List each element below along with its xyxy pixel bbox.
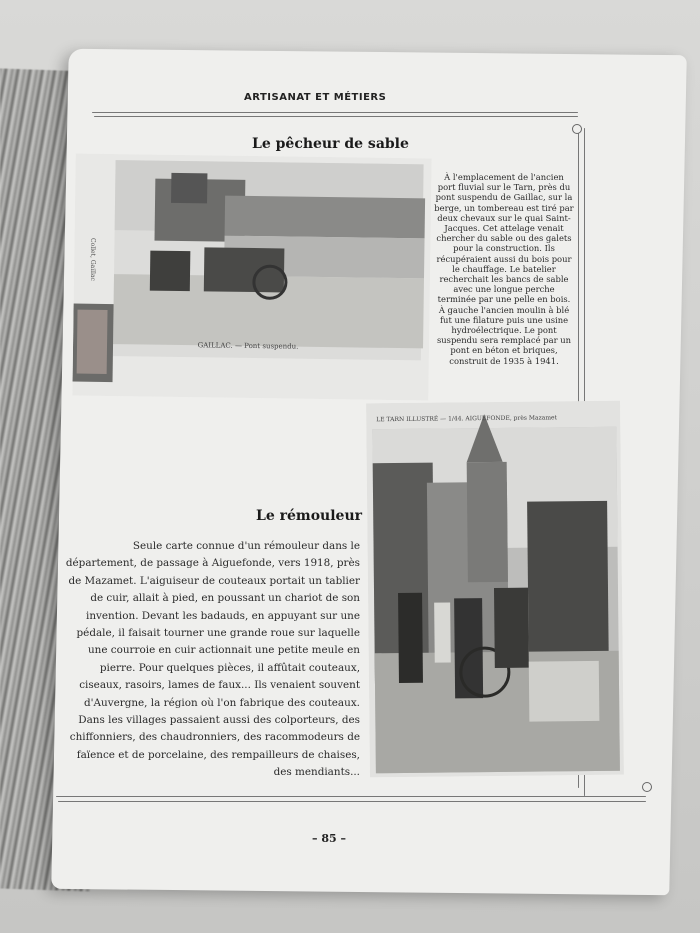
photo-caption-gaillac: GAILLAC. — Pont suspendu. [197, 341, 299, 351]
bottom-frame-line [56, 796, 646, 797]
article-title-grinder: Le rémouleur [256, 508, 363, 524]
photo-caption-aiguefonde: LE TARN ILLUSTRÉ — 1/44. AIGUEFONDE, près Mazamet [376, 414, 558, 424]
postcard-aiguefonde-photo [366, 401, 624, 778]
photo-side-credit: Collet, Gaillac [89, 238, 96, 281]
section-heading: ARTISANAT ET MÉTIERS [244, 92, 387, 103]
page-number: – 85 – [312, 832, 346, 845]
top-frame-line [92, 112, 578, 113]
top-frame-line-inner [94, 116, 578, 117]
bottom-frame-line-inner [58, 801, 646, 802]
article-title-sand-fisher: Le pêcheur de sable [252, 136, 409, 152]
frame-corner-ornament [642, 782, 652, 792]
frame-corner-ornament [572, 124, 582, 134]
article-body-sand-fisher: À l'emplacement de l'ancien port fluvial sur le Tarn, près du pont suspendu de Gaillac, sur la berge, un tombereau est tiré par deux chevaux sur le quai Saint-Jacques. Cet attelage venait chercher du sable ou des galets pour la construction. Ils récupéraient aussi du bois pour le chauffage. Le batelier recherchait les bancs de sable avec une longue perche terminée par une pelle en bois. À gauche l'ancien moulin à blé fut une filature puis une usine hydroélectrique. Le pont suspendu sera remplacé par un pont en béton et briques, construit de 1935 à 1941. [434, 172, 574, 366]
article-body-grinder: Seule carte connue d'un rémouleur dans le département, de passage à Aiguefonde, vers 1918, près de Mazamet. L'aiguiseur de couteaux portait un tablier de cuir, allait à pied, en poussant un chariot de son invention. Devant les badauds, en appuyant sur une pédale, il faisait tourner une grande roue sur laquelle une courroie en cuir actionnait une petite meule en pierre. Pour quelques pièces, il affûtait couteaux, ciseaux, rasoirs, lames de faux... Ils venaient souvent d'Auvergne, la région où l'on fabrique des couteaux. Dans les villages passaient aussi des colporteurs, des chiffonniers, des chaudronniers, des racommodeurs de faïence et de porcelaine, des rempailleurs de chaises, des mendiants... [65, 540, 360, 779]
postcard-gaillac-photo [72, 154, 431, 401]
